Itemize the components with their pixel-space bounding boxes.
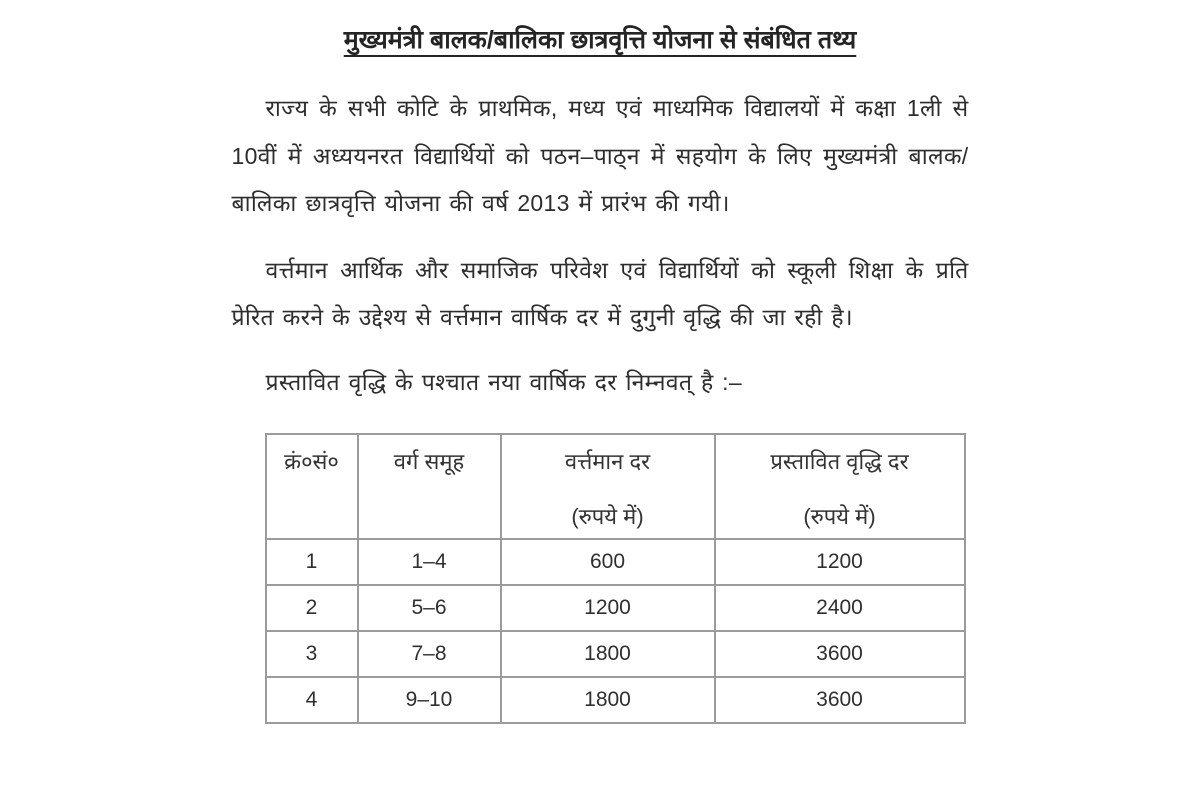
table-header-row xyxy=(266,434,965,539)
cell-class-group: 1–4 xyxy=(358,539,501,585)
paragraph-scheme-intro: राज्य के सभी कोटि के प्राथमिक, मध्य एवं माध्यमिक विद्यालयों में कक्षा 1ली से 10वीं में अध्ययनरत विद्यार्थियों को पठन–पाठ्न में सहयोग के लिए मुख्यमंत्री बालक/बालिका छात्रवृत्ति योजना की वर्ष 2013 में प्रारंभ की गयी। xyxy=(231,95,969,216)
header-serial-number: क्रं०सं० xyxy=(266,434,358,539)
header-current-rate: वर्त्तमान दर (रुपये में) xyxy=(501,434,715,539)
header-proposed-rate: प्रस्तावित वृद्धि दर (रुपये में) xyxy=(715,434,965,539)
scholarship-rate-table xyxy=(265,433,966,724)
cell-class-group: 5–6 xyxy=(358,585,501,631)
paragraph-rate-increase: वर्त्तमान आर्थिक और समाजिक परिवेश एवं विद्यार्थियों को स्कूली शिक्षा के प्रति प्रेरित करने के उद्देश्य से वर्त्तमान वार्षिक दर में दुगुनी वृद्धि की जा रही है। xyxy=(231,256,969,330)
document-title xyxy=(232,20,969,60)
cell-proposed-rate: 2400 xyxy=(715,585,965,631)
cell-proposed-rate: 1200 xyxy=(715,539,965,585)
table-row xyxy=(266,631,965,677)
table-row xyxy=(266,585,965,631)
document-page xyxy=(232,0,969,724)
cell-current-rate: 600 xyxy=(501,539,715,585)
cell-serial: 4 xyxy=(266,677,358,723)
cell-proposed-rate: 3600 xyxy=(715,677,965,723)
document-title-text: मुख्यमंत्री बालक/बालिका छात्रवृत्ति योजना से संबंधित तथ्य xyxy=(343,26,857,54)
cell-current-rate: 1800 xyxy=(501,631,715,677)
paragraph-table-lead-in: प्रस्तावित वृद्धि के पश्चात नया वार्षिक दर निम्नवत् है :– xyxy=(265,368,742,395)
cell-serial: 2 xyxy=(266,585,358,631)
cell-class-group: 7–8 xyxy=(358,631,501,677)
cell-serial: 1 xyxy=(266,539,358,585)
cell-current-rate: 1200 xyxy=(501,585,715,631)
cell-proposed-rate: 3600 xyxy=(715,631,965,677)
cell-current-rate: 1800 xyxy=(501,677,715,723)
cell-class-group: 9–10 xyxy=(358,677,501,723)
table-row xyxy=(266,677,965,723)
table-row xyxy=(266,539,965,585)
header-class-group: वर्ग समूह xyxy=(358,434,501,539)
cell-serial: 3 xyxy=(266,631,358,677)
